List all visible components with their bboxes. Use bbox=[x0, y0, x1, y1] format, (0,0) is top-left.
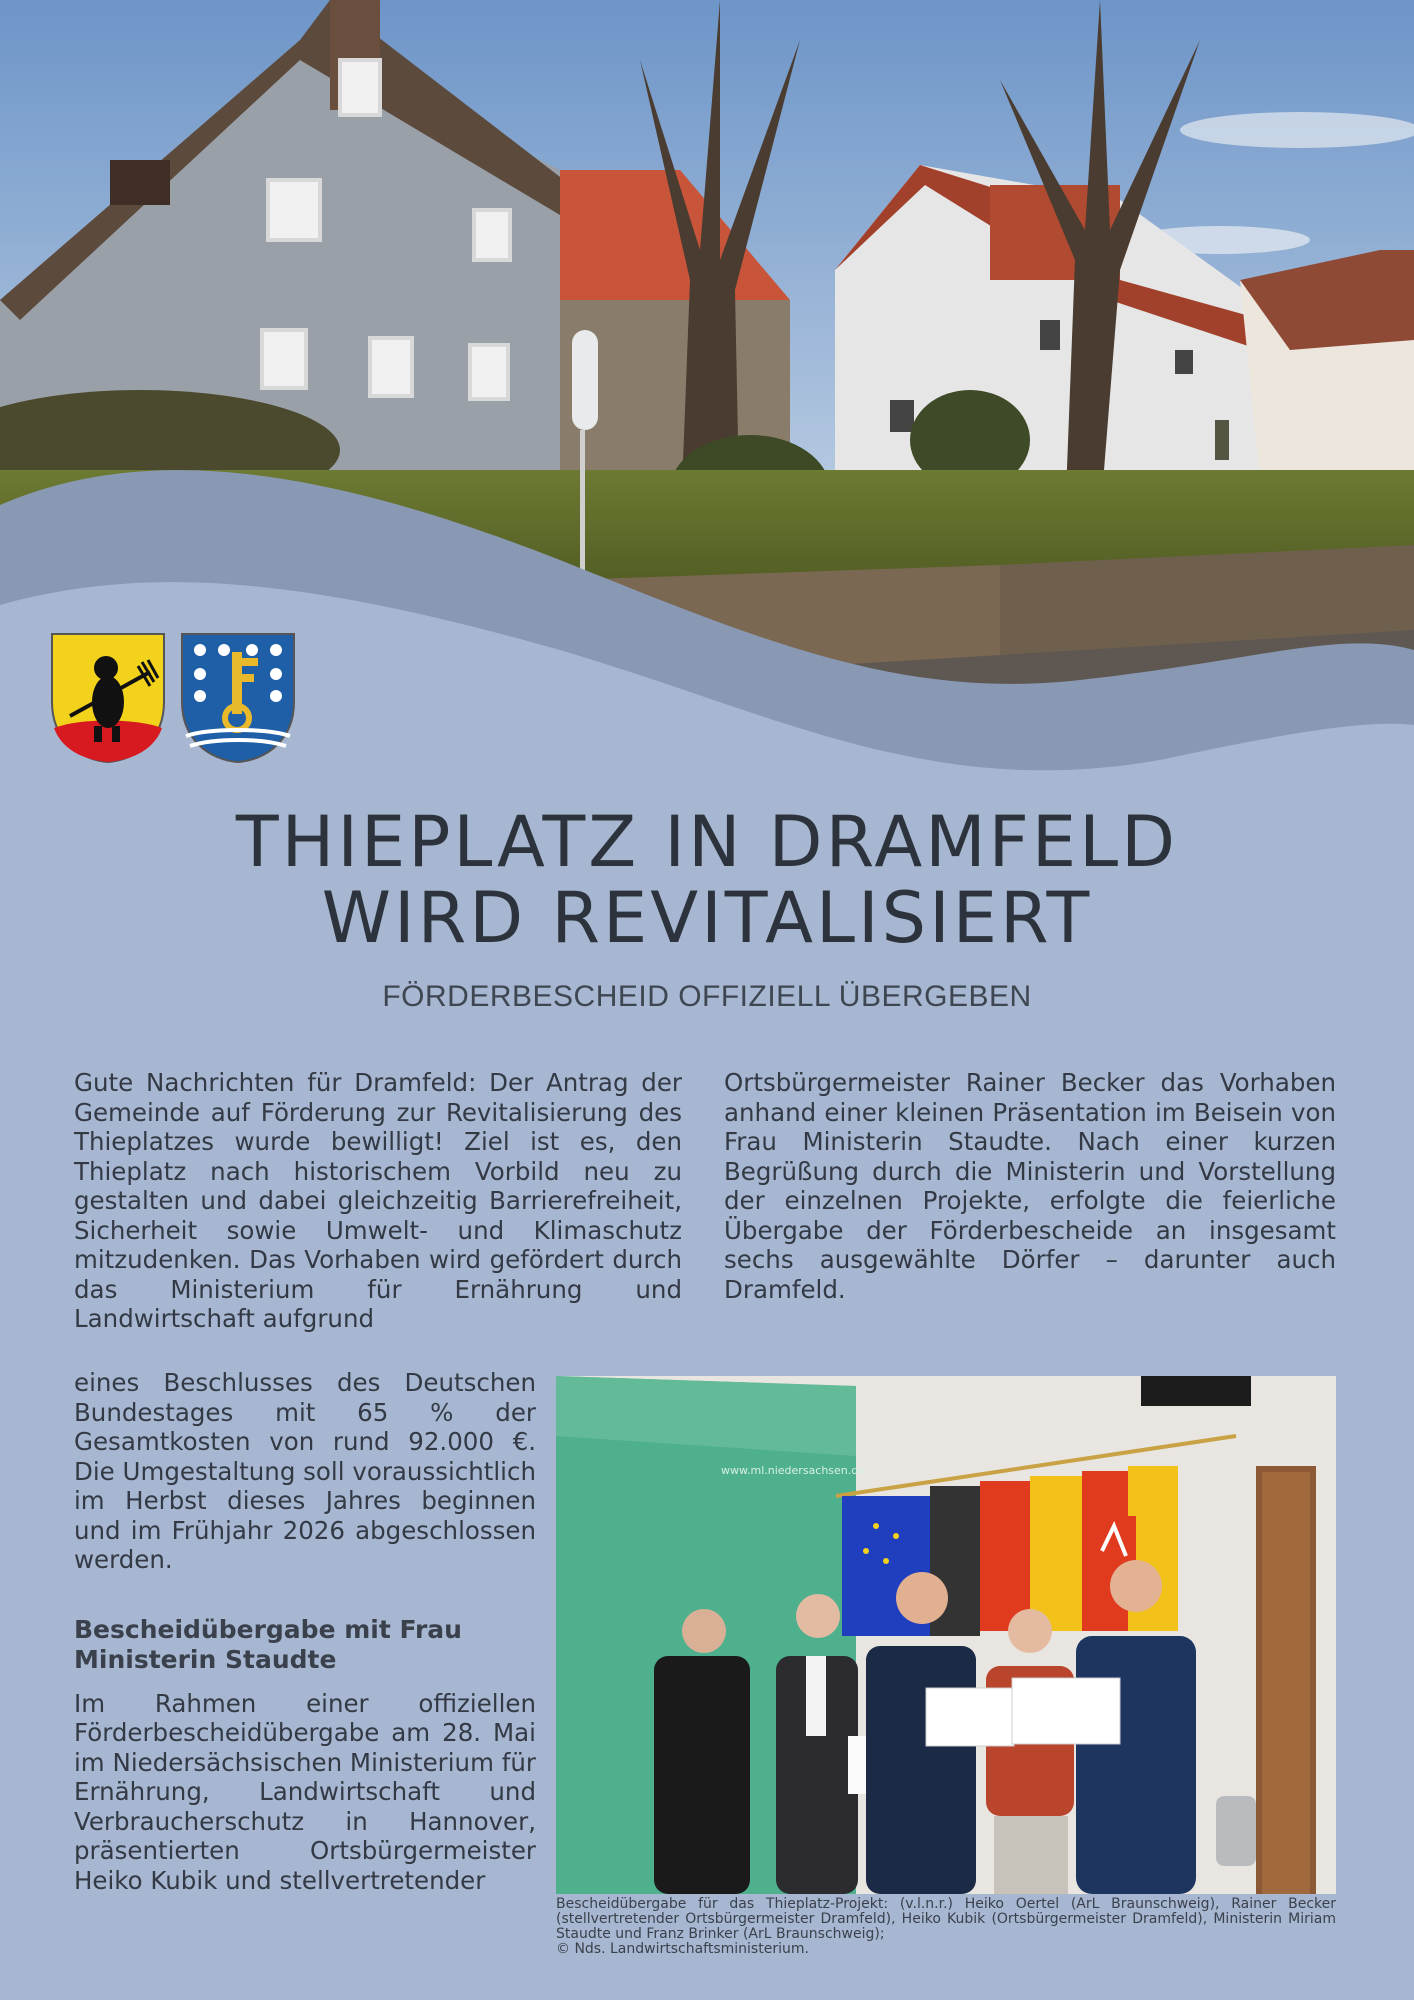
photo-caption bbox=[556, 1897, 1336, 1957]
article-column-left-top bbox=[74, 1068, 682, 1334]
ceremony-photo bbox=[556, 1376, 1336, 1894]
section-subheading: Bescheidübergabe mit Frau Ministerin Staudte bbox=[74, 1614, 462, 1674]
wall-url-text: www.ml.niedersachsen.de bbox=[721, 1464, 866, 1477]
ceremony-paragraph: Im Rahmen einer offiziellen Förderbescheidübergabe am 28. Mai im Niedersächsischen Ministerium für Ernährung, Landwirtschaft und Verbraucherschutz in Hannover, präsentierten Ortsbürgermeister Heiko Kubik und stellvertretender bbox=[74, 1688, 536, 1895]
page-title bbox=[0, 801, 1414, 959]
funding-paragraph: eines Beschlusses des Deutschen Bundestages mit 65 % der Gesamtkosten von rund 92.000 €. Die Umgestaltung soll voraussichtlich im Herbst dieses Jahres beginnen und im Frühjahr 2026 abgeschlossen werden. bbox=[74, 1368, 536, 1574]
coats-of-arms bbox=[50, 632, 296, 764]
article-column-right-top bbox=[724, 1068, 1336, 1304]
intro-paragraph: Gute Nachrichten für Dramfeld: Der Antrag der Gemeinde auf Förderung zur Revitalisierung des Thieplatzes wurde bewilligt! Ziel ist es, den Thieplatz nach historischem Vorbild neu zu gestalten und dabei gleichzeitig Barrierefreiheit, Sicherheit sowie Umwelt- und Klimaschutz mitzudenken. Das Vorhaben wird gefördert durch das Ministerium für Ernährung und Landwirtschaft aufgrund bbox=[74, 1068, 682, 1333]
ceremony-continuation-paragraph: Ortsbürgermeister Rainer Becker das Vorhaben anhand einer kleinen Präsentation im Beisein von Frau Ministerin Staudte. Nach einer kurzen Begrüßung durch die Ministerin und Vorstellung der einzelnen Projekte, erfolgte die feierliche Übergabe der Förderbescheide an insgesamt sechs ausgewählte Dörfer – darunter auch Dramfeld. bbox=[724, 1068, 1336, 1304]
dramfeld-crest-bear-icon bbox=[50, 632, 166, 764]
title-line-1: THIEPLATZ IN DRAMFELD bbox=[235, 801, 1179, 883]
photo-caption-text: Bescheidübergabe für das Thieplatz-Projekt: (v.l.n.r.) Heiko Oertel (ArL Braunschweig), Rainer Becker (stellvertretender Ortsbürgermeister Dramfeld), Heiko Kubik (Ortsbürgermeister Dramfeld), Ministerin Miriam Staudte und Franz Brinker (ArL Braunschweig); bbox=[556, 1896, 1336, 1942]
municipal-crest-key-icon bbox=[180, 632, 296, 764]
page-subtitle: FÖRDERBESCHEID OFFIZIELL ÜBERGEBEN bbox=[382, 980, 1032, 1013]
photo-credit: © Nds. Landwirtschaftsministerium. bbox=[556, 1941, 809, 1957]
article-column-left-bottom bbox=[74, 1368, 536, 1895]
title-line-2: WIRD REVITALISIERT bbox=[321, 877, 1093, 959]
